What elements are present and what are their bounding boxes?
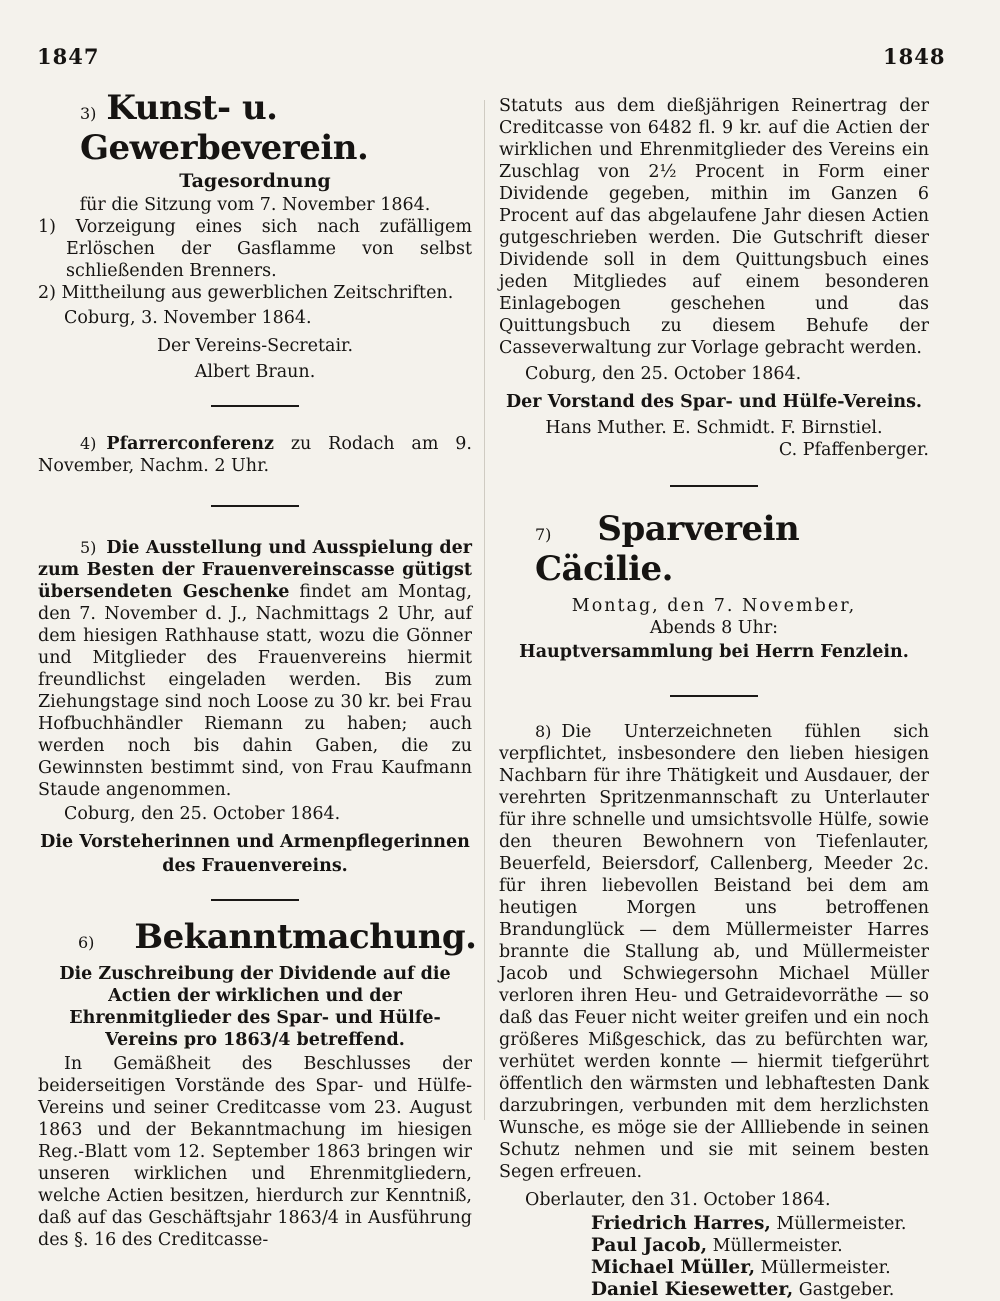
section-text: Die Unterzeichneten fühlen sich verpflichtet, insbesondere den lieben hiesigen Nachbarn für ihre Thätigkeit und Ausdauer, der verehrten Spritzenmannschaft zu Unterlauter für ihre schnelle und umsichtsvolle Hülfe, sowie den theuren Bewohnern von Tiefenlauter, Beuerfeld, Beiersdorf, Callenberg, Meeder 2c. für ihren liebevollen Beistand bei dem am heutigen Morgen uns betroffenen Brandunglück — dem Müllermeister Harres brannte die Stallung ab, und Müllermeister Jacob und Schwiegersohn Michael Müller verloren ihren Heu- und Getraidevorräthe — so daß das Feuer nicht weiter greifen und ein noch größeres Mißgeschick, das zu befürchten war, verhütet werden konnte — hiermit tiefgerührt öffentlich den wärmsten und lebhaftesten Dank darzubringen, verbunden mit dem herzlichsten Wunsche, es möge sie der Allliebende in seinen Schutz nehmen und sie mit seinem besten Segen erfreuen. bbox=[499, 722, 929, 1182]
page-number-right: 1848 bbox=[883, 44, 946, 69]
section-text: zu Rodach am 9. November, Nachm. 2 Uhr. bbox=[38, 434, 472, 476]
section-title: Kunst- u. Gewerbeverein. bbox=[80, 88, 369, 168]
date-line: Coburg, den 25. October 1864. bbox=[525, 364, 802, 384]
separator-rule bbox=[211, 405, 299, 407]
event-title: Hauptversammlung bei Herrn Fenzlein. bbox=[519, 642, 909, 662]
section-title: Sparverein Cäcilie. bbox=[535, 509, 800, 589]
date-line: Coburg, 3. November 1864. bbox=[64, 308, 312, 328]
left-column bbox=[38, 88, 477, 1251]
signature-names-2: C. Pfaffenberger. bbox=[778, 440, 929, 460]
section-heading: Die Ausstellung und Ausspielung der zum Besten der Frauenvereinscasse gütigst übersendeten Geschenke bbox=[38, 538, 472, 602]
signer-row bbox=[591, 1279, 929, 1301]
section-text: findet am Montag, den 7. November d. J., Nachmittags 2 Uhr, auf dem hiesigen Rathhause statt, wozu die Gönner und Mitglieder des Frauenvereins hiermit freundlichst eingeladen werden. Bis zum Ziehungstage sind noch Loose zu 30 kr. bei Frau Hofbuchhändler Riemann zu haben; auch werden noch bis dahin Gaben, die zu Gewinnsten bestimmt sind, von Frau Kaufmann Staude angenommen. bbox=[38, 582, 472, 800]
section-3 bbox=[38, 88, 472, 168]
page-number-left: 1847 bbox=[37, 44, 100, 69]
section-number: 3) bbox=[80, 104, 97, 123]
date-line: Coburg, den 25. October 1864. bbox=[64, 804, 341, 824]
section-text-left: In Gemäßheit des Beschlusses der beiderseitigen Vorstände des Spar- und Hülfe-Vereins und seiner Creditcasse vom 23. August 1863 und der Bekanntmachung im hiesigen Reg.-Blatt vom 12. September 1863 bringen wir unseren wirklichen und Ehrenmitgliedern, welche Actien besitzen, hierdurch zur Kenntniß, daß auf das Geschäftsjahr 1863/4 in Ausführung des §. 16 des Creditcasse- bbox=[38, 1054, 472, 1250]
signature-title: Der Vereins-Secretair. bbox=[156, 336, 354, 356]
section-number: 6) bbox=[78, 933, 95, 952]
section-4 bbox=[38, 433, 472, 477]
section-8 bbox=[499, 721, 929, 1183]
signature-name: Albert Braun. bbox=[194, 362, 316, 382]
section-number: 8) bbox=[535, 722, 552, 741]
column-divider bbox=[484, 100, 485, 1120]
event-date: Montag, den 7. November, bbox=[571, 596, 857, 616]
signature-board: Der Vorstand des Spar- und Hülfe-Vereins. bbox=[505, 392, 923, 412]
signer-role: Müllermeister. bbox=[776, 1214, 907, 1234]
section-heading: Pfarrerconferenz bbox=[106, 434, 274, 454]
signature-line-2: des Frauenvereins. bbox=[162, 856, 348, 876]
signature-names: Hans Muther. E. Schmidt. F. Birnstiel. bbox=[545, 418, 883, 438]
section-number: 7) bbox=[535, 525, 552, 544]
signers-list bbox=[499, 1213, 929, 1301]
signature-line-1: Die Vorsteherinnen und Armenpflegerinnen bbox=[40, 832, 470, 852]
section-subtitle: Tagesordnung bbox=[179, 170, 331, 192]
signer-role: Gastgeber. bbox=[798, 1280, 895, 1300]
section-subtitle: Die Zuschreibung der Dividende auf die Actien der wirklichen und der Ehrenmitglieder des Spar- und Hülfe-Vereins pro 1863/4 betreffend. bbox=[59, 964, 451, 1050]
signer-name: Paul Jacob, bbox=[591, 1235, 708, 1256]
signer-name: Friedrich Harres, bbox=[591, 1213, 771, 1234]
date-line: Oberlauter, den 31. October 1864. bbox=[525, 1190, 831, 1210]
signer-row bbox=[591, 1235, 929, 1257]
signer-role: Müllermeister. bbox=[760, 1258, 891, 1278]
separator-rule bbox=[670, 485, 758, 487]
right-column bbox=[499, 95, 929, 1301]
signer-role: Müllermeister. bbox=[712, 1236, 843, 1256]
section-number: 5) bbox=[80, 538, 97, 557]
section-5 bbox=[38, 537, 472, 801]
agenda-item-1: 1) Vorzeigung eines sich nach zufälligem Erlöschen der Gasflamme von selbst schließenden Brenners. bbox=[38, 217, 472, 281]
signer-name: Daniel Kiesewetter, bbox=[591, 1279, 794, 1300]
section-6 bbox=[38, 917, 477, 957]
signer-row bbox=[591, 1257, 929, 1279]
section-intro: für die Sitzung vom 7. November 1864. bbox=[79, 195, 431, 215]
section-6-continued: Statuts aus dem dießjährigen Reinertrag der Creditcasse von 6482 fl. 9 kr. auf die Actien der wirklichen und Ehrenmitglieder des Vereins ein Zuschlag von 2½ Procent in Form einer Dividende gegeben, mithin im Ganzen 6 Procent auf das abgelaufene Jahr diesen Actien gutgeschrieben werden. Die Gutschrift dieser Dividende soll in dem Quittungsbuch eines jeden Mitgliedes auf einem besonderen Einlagebogen geschehen und das Quittungsbuch zu diesem Behufe der Casseverwaltung zur Vorlage gebracht werden. bbox=[499, 96, 929, 358]
section-title: Bekanntmachung. bbox=[134, 917, 477, 957]
signer-name: Michael Müller, bbox=[591, 1257, 756, 1278]
agenda-item-2: 2) Mittheilung aus gewerblichen Zeitschriften. bbox=[38, 283, 454, 303]
separator-rule bbox=[670, 695, 758, 697]
event-time: Abends 8 Uhr: bbox=[649, 618, 779, 638]
separator-rule bbox=[211, 505, 299, 507]
signer-row bbox=[591, 1213, 929, 1235]
section-7 bbox=[499, 509, 929, 589]
separator-rule bbox=[211, 899, 299, 901]
section-number: 4) bbox=[80, 434, 97, 453]
